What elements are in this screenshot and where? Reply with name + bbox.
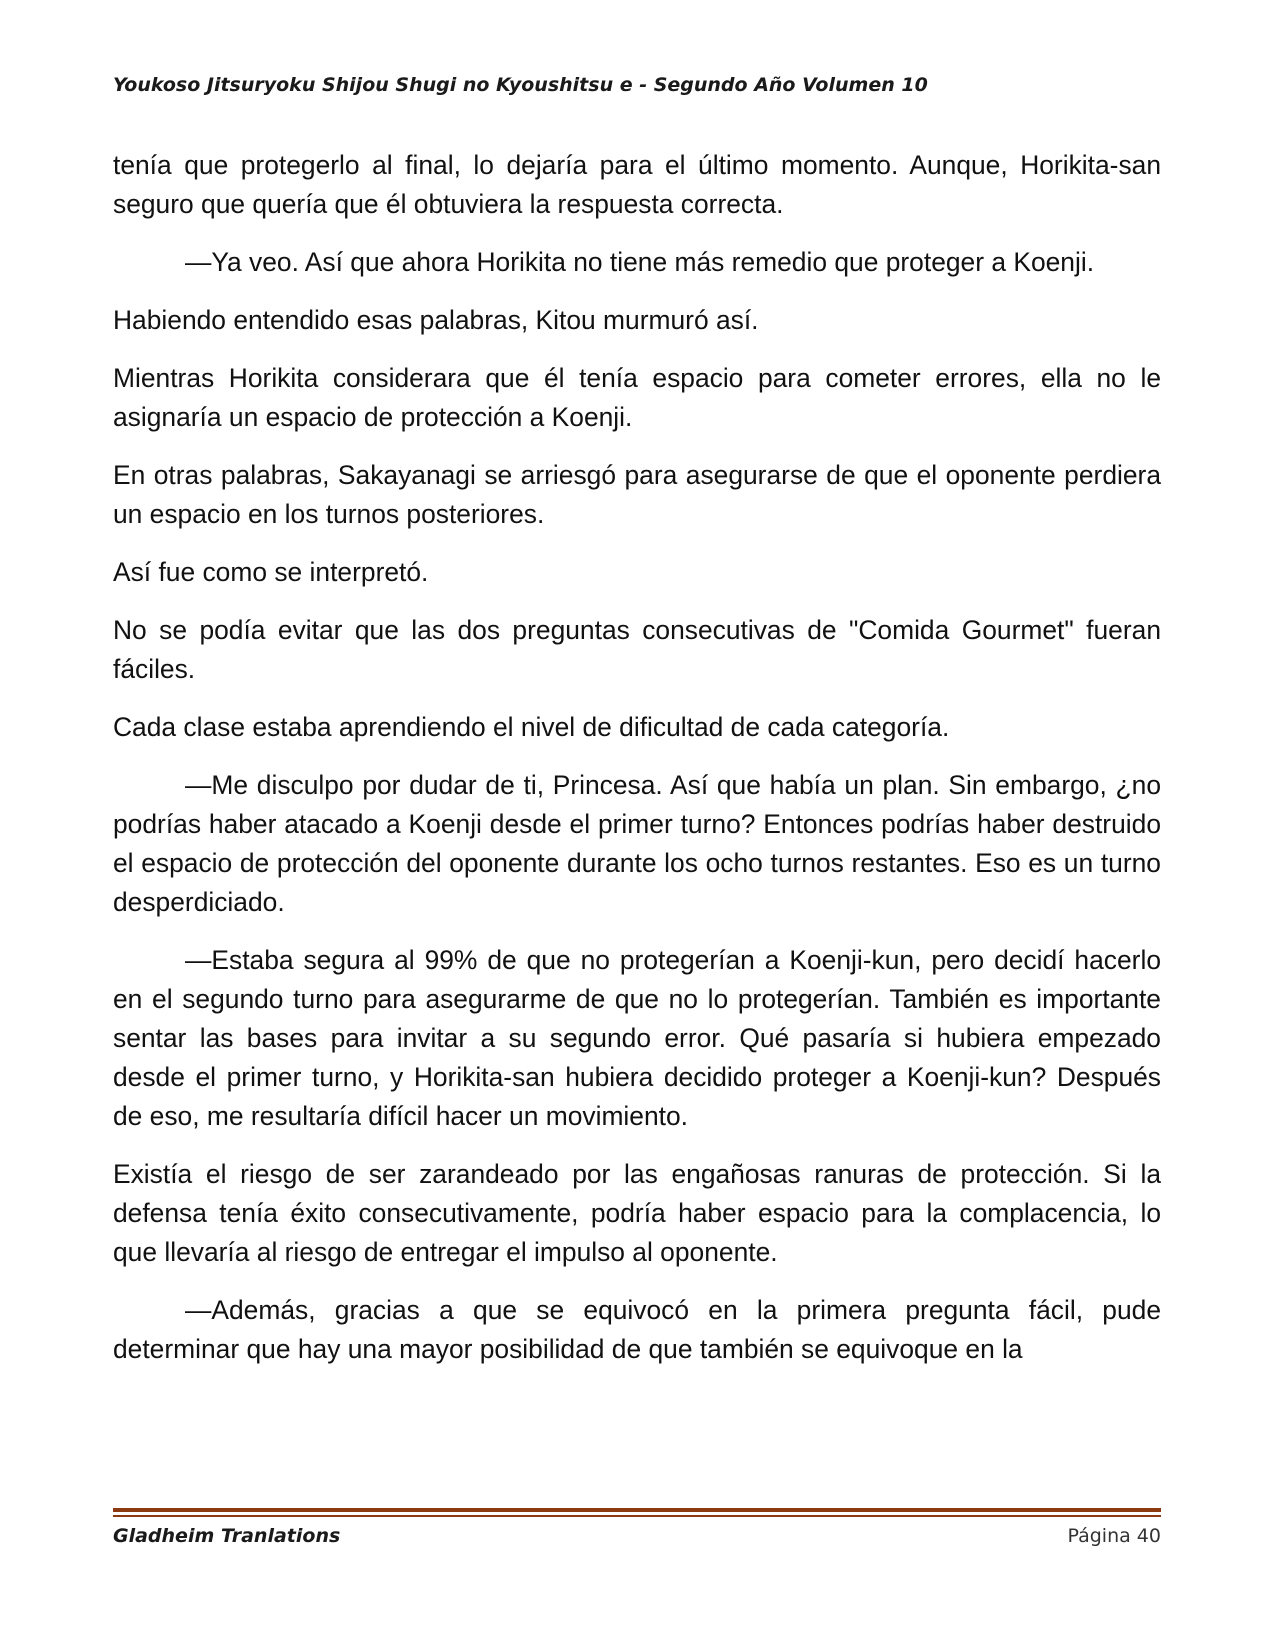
paragraph: En otras palabras, Sakayanagi se arriesgó para asegurarse de que el oponente perdiera un espacio en los turnos posteriores. bbox=[113, 460, 1161, 529]
dialogue-paragraph: —Estaba segura al 99% de que no protegerían a Koenji-kun, pero decidí hacerlo en el segundo turno para asegurarme de que no lo protegerían. También es importante sentar las bases para invitar a su segundo error. Qué pasaría si hubiera empezado desde el primer turno, y Horikita-san hubiera decidido proteger a Koenji-kun? Después de eso, me resultaría difícil hacer un movimiento. bbox=[113, 945, 1161, 1131]
paragraph: Así fue como se interpretó. bbox=[113, 557, 429, 587]
footer-brand: Gladheim Tranlations bbox=[113, 1525, 341, 1547]
paragraph: Habiendo entendido esas palabras, Kitou murmuró así. bbox=[113, 305, 759, 335]
dialogue-paragraph: —Ya veo. Así que ahora Horikita no tiene más remedio que proteger a Koenji. bbox=[185, 247, 1095, 277]
page-number: Página 40 bbox=[1067, 1525, 1161, 1547]
paragraph: Mientras Horikita considerara que él tenía espacio para cometer errores, ella no le asignaría un espacio de protección a Koenji. bbox=[113, 363, 1161, 432]
dialogue-paragraph: —Me disculpo por dudar de ti, Princesa. Así que había un plan. Sin embargo, ¿no podrías haber atacado a Koenji desde el primer turno? Entonces podrías haber destruido el espacio de protección del oponente durante los ocho turnos restantes. Eso es un turno desperdiciado. bbox=[113, 770, 1161, 917]
body-text bbox=[113, 146, 1161, 1388]
paragraph: Existía el riesgo de ser zarandeado por las engañosas ranuras de protección. Si la defensa tenía éxito consecutivamente, podría haber espacio para la complacencia, lo que llevaría al riesgo de entregar el impulso al oponente. bbox=[113, 1159, 1161, 1267]
paragraph: Cada clase estaba aprendiendo el nivel de dificultad de cada categoría. bbox=[113, 712, 950, 742]
paragraph: No se podía evitar que las dos preguntas consecutivas de "Comida Gourmet" fueran fáciles. bbox=[113, 615, 1161, 684]
running-header: Youkoso Jitsuryoku Shijou Shugi no Kyoushitsu e - Segundo Año Volumen 10 bbox=[113, 74, 928, 96]
paragraph: tenía que protegerlo al final, lo dejaría para el último momento. Aunque, Horikita-san seguro que quería que él obtuviera la respuesta correcta. bbox=[113, 150, 1161, 219]
footer-divider-thick bbox=[113, 1508, 1161, 1512]
dialogue-paragraph: —Además, gracias a que se equivocó en la primera pregunta fácil, pude determinar que hay una mayor posibilidad de que también se equivoque en la bbox=[113, 1295, 1161, 1364]
footer-divider-thin bbox=[113, 1515, 1161, 1517]
